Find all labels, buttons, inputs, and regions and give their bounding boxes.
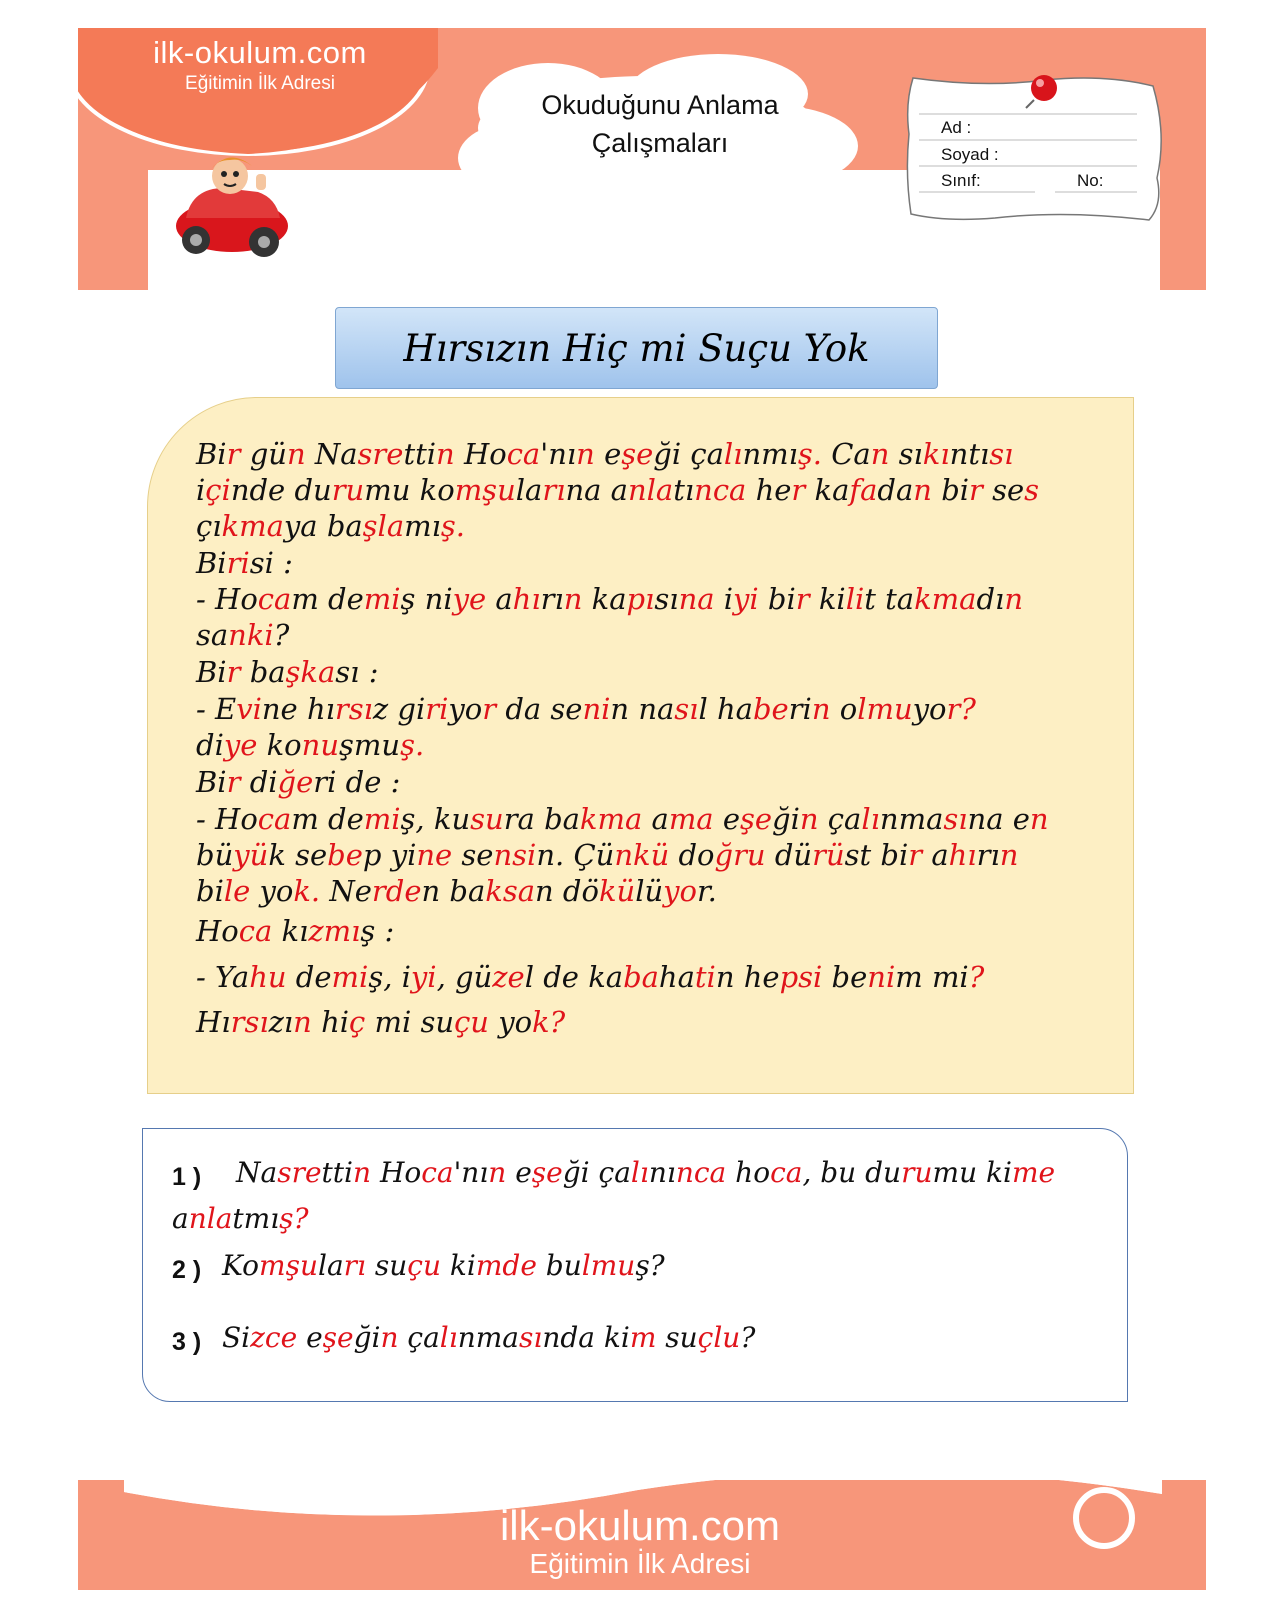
story-line: çıkmaya başlamış. bbox=[196, 509, 466, 543]
footer-slogan: Eğitimin İlk Adresi bbox=[529, 1548, 751, 1579]
ad-label: Ad : bbox=[941, 118, 972, 137]
story-line: diye konuşmuş. bbox=[196, 728, 425, 762]
pushpin-icon bbox=[1022, 70, 1062, 110]
header-logo[interactable] bbox=[135, 35, 385, 95]
question-1-number: 1 ) bbox=[172, 1163, 202, 1191]
story-line: bile yok. Nerden baksan dökülüyor. bbox=[196, 874, 717, 908]
question-3-number: 3 ) bbox=[172, 1328, 202, 1356]
sinif-label: Sınıf: bbox=[941, 171, 981, 190]
worksheet-title-line1: Okuduğunu Anlama bbox=[541, 90, 779, 120]
story-line: Hoca kızmış : bbox=[196, 914, 395, 948]
story-line: Birisi : bbox=[196, 546, 293, 580]
question-2-number: 2 ) bbox=[172, 1256, 202, 1284]
question-1-line: anlatmış? bbox=[172, 1202, 309, 1235]
footer-site-name: ilk-okulum.com bbox=[499, 1502, 781, 1549]
no-label: No: bbox=[1077, 171, 1104, 190]
logo-site-name: ilk-okulum.com bbox=[153, 35, 367, 70]
passage-title bbox=[335, 307, 938, 389]
footer-logo[interactable] bbox=[430, 1502, 850, 1580]
logo-slogan: Eğitimin İlk Adresi bbox=[185, 73, 335, 94]
worksheet-title-line2: Çalışmaları bbox=[591, 128, 729, 158]
story-line: Bir gün Nasrettin Hoca'nın eşeği çalınmış. Can sıkıntısı bbox=[196, 437, 1014, 471]
question-3-line: Sizce eşeğin çalınmasında kim suçlu? bbox=[222, 1321, 756, 1354]
story-line: - Hocam demiş, kusura bakma ama eşeğin çalınmasına en bbox=[196, 802, 1049, 836]
car-mascot-icon bbox=[172, 148, 292, 260]
story-line: - Hocam demiş niye ahırın kapısına iyi bir kilit takmadın bbox=[196, 582, 1024, 616]
story-line: büyük sebep yine sensin. Çünkü doğru dürüst bir ahırın bbox=[196, 838, 1019, 872]
question-1-line: Nasrettin Hoca'nın eşeği çalınınca hoca, bu durumu kime bbox=[236, 1156, 1056, 1189]
story-line: sanki? bbox=[196, 618, 290, 652]
story-line: - Yahu demiş, iyi, güzel de kabahatin hepsi benim mi? bbox=[196, 960, 985, 994]
story-line: Bir başkası : bbox=[196, 655, 379, 689]
story-line: - Evine hırsız giriyor da senin nasıl haberin olmuyor? bbox=[196, 692, 976, 726]
story-line: Bir diğeri de : bbox=[196, 765, 401, 799]
story-line: Hırsızın hiç mi suçu yok? bbox=[196, 1005, 566, 1039]
question-2-line: Komşuları suçu kimde bulmuş? bbox=[222, 1249, 665, 1282]
worksheet-title bbox=[500, 86, 820, 162]
soyad-label: Soyad : bbox=[941, 145, 999, 164]
story-line: içinde durumu komşularına anlatınca her kafadan bir ses bbox=[196, 473, 1040, 507]
passage-title-text: Hırsızın Hiç mi Suçu Yok bbox=[403, 327, 870, 370]
